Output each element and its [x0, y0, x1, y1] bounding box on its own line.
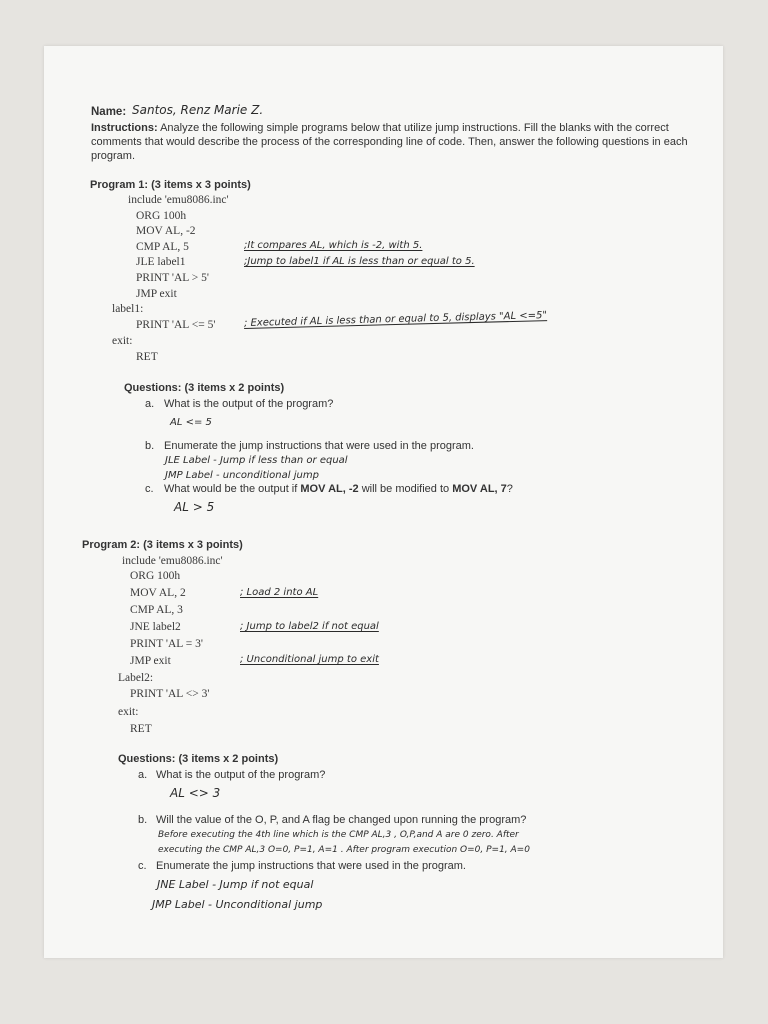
- worksheet-page: [44, 46, 723, 958]
- name-label: Name:: [91, 106, 127, 118]
- p1-qc-label: c.: [145, 483, 154, 495]
- p1-qc-text-pre: What would be the output if: [164, 483, 301, 495]
- p1-code-line: CMP AL, 5: [136, 241, 189, 253]
- p2-qb-answer-line: executing the CMP AL,3 O=0, P=1, A=1 . After program execution O=0, P=1, A=0: [158, 845, 530, 855]
- p2-comment-jne: ; Jump to label2 if not equal: [240, 621, 379, 632]
- p2-code-line: PRINT 'AL <> 3': [130, 688, 210, 700]
- p1-comment-cmp: ;It compares AL, which is -2, with 5.: [244, 240, 423, 251]
- p1-qc-bold-2: MOV AL, 7: [452, 483, 507, 495]
- p1-qa-text: What is the output of the program?: [164, 398, 334, 410]
- p2-qa-text: What is the output of the program?: [156, 769, 326, 781]
- student-name: Santos, Renz Marie Z.: [132, 103, 264, 117]
- p1-code-line: JLE label1: [136, 256, 186, 268]
- p1-comment-print: ; Executed if AL is less than or equal to 5, displays "AL <=5": [243, 310, 548, 329]
- p2-code-line: include 'emu8086.inc': [122, 555, 223, 567]
- p2-code-line: PRINT 'AL = 3': [130, 638, 203, 650]
- p1-code-line: JMP exit: [136, 288, 177, 300]
- p1-questions-title: Questions: (3 items x 2 points): [124, 382, 285, 394]
- p2-qa-answer: AL <> 3: [170, 786, 221, 800]
- p2-qa-label: a.: [138, 769, 148, 781]
- p1-qa-answer: AL <= 5: [170, 417, 212, 428]
- p1-qc-answer: AL > 5: [174, 500, 215, 514]
- p1-qc-bold-1: MOV AL, -2: [300, 483, 359, 495]
- p2-code-line: MOV AL, 2: [130, 587, 186, 599]
- instructions: [91, 121, 691, 163]
- p2-qb-text: Will the value of the O, P, and A flag be changed upon running the program?: [156, 814, 527, 826]
- p2-code-line: RET: [130, 723, 152, 735]
- program2-title: Program 2: (3 items x 3 points): [82, 539, 243, 551]
- p2-code-line: ORG 100h: [130, 570, 181, 582]
- instructions-text: Analyze the following simple programs below that utilize jump instructions. Fill the blanks with the correct comments that would describe the process of the corresponding line of code. Then, answer the following questions in each program.: [91, 122, 688, 162]
- p1-code-line: MOV AL, -2: [136, 225, 196, 237]
- p1-qb-text: Enumerate the jump instructions that were used in the program.: [164, 440, 474, 452]
- p1-code-line: ORG 100h: [136, 210, 187, 222]
- p1-code-line: RET: [136, 351, 158, 363]
- p1-code-line: include 'emu8086.inc': [128, 194, 229, 206]
- p2-comment-jmp: ; Unconditional jump to exit: [240, 654, 379, 665]
- p2-comment-mov: ; Load 2 into AL: [240, 587, 319, 598]
- p1-qc-text-mid: will be modified to: [358, 483, 453, 495]
- p2-qb-answer-line: Before executing the 4th line which is the CMP AL,3 , O,P,and A are 0 zero. After: [158, 830, 519, 840]
- p2-qc-text: Enumerate the jump instructions that were used in the program.: [156, 860, 466, 872]
- p2-code-line: CMP AL, 3: [130, 604, 183, 616]
- p1-qc-text: [164, 483, 513, 495]
- p1-qa-label: a.: [145, 398, 155, 410]
- p2-code-line: Label2:: [118, 672, 154, 684]
- p2-questions-title: Questions: (3 items x 2 points): [118, 753, 279, 765]
- p1-code-line: PRINT 'AL <= 5': [136, 319, 216, 331]
- p2-qc-label: c.: [138, 860, 147, 872]
- p2-code-line: JNE label2: [130, 621, 181, 633]
- p2-code-line: JMP exit: [130, 655, 171, 667]
- p1-qb-answer: JMP Label - unconditional jump: [165, 470, 319, 481]
- program1-title: Program 1: (3 items x 3 points): [90, 179, 251, 191]
- p2-qc-answer: JNE Label - Jump if not equal: [157, 878, 314, 891]
- p1-comment-jle: ;Jump to label1 if AL is less than or equal to 5.: [244, 256, 475, 267]
- p1-qc-text-post: ?: [506, 483, 513, 495]
- p2-code-line: exit:: [118, 706, 139, 718]
- p1-code-line: label1:: [112, 303, 144, 315]
- instructions-label: Instructions:: [91, 122, 158, 134]
- p1-code-line: PRINT 'AL > 5': [136, 272, 209, 284]
- p2-qc-answer: JMP Label - Unconditional jump: [152, 898, 323, 911]
- p1-code-line: exit:: [112, 335, 133, 347]
- p1-qb-label: b.: [145, 440, 155, 452]
- p2-qb-label: b.: [138, 814, 148, 826]
- p1-qb-answer: JLE Label - Jump if less than or equal: [165, 455, 348, 466]
